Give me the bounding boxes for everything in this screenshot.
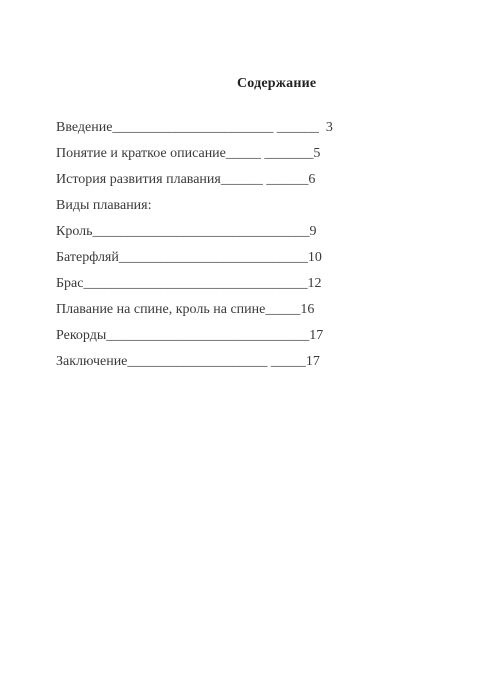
toc-title: Содержание [237, 76, 317, 91]
toc-entry-introduction: Введение_______________________ ______ 3 [56, 120, 333, 135]
toc-entry-records: Рекорды_____________________________17 [56, 328, 324, 343]
toc-entry-crawl: Кроль_______________________________9 [56, 224, 317, 239]
toc-entry-backstroke: Плавание на спине, кроль на спине_____16 [56, 302, 315, 317]
toc-entry-history: История развития плавания______ ______6 [56, 172, 316, 187]
toc-entry-types-heading: Виды плавания: [56, 198, 152, 213]
toc-entry-breaststroke: Брас________________________________12 [56, 276, 322, 291]
toc-entry-conclusion: Заключение____________________ _____17 [56, 354, 320, 369]
toc-entry-concept: Понятие и краткое описание_____ _______5 [56, 146, 321, 161]
toc-entry-butterfly: Батерфляй___________________________10 [56, 250, 322, 265]
